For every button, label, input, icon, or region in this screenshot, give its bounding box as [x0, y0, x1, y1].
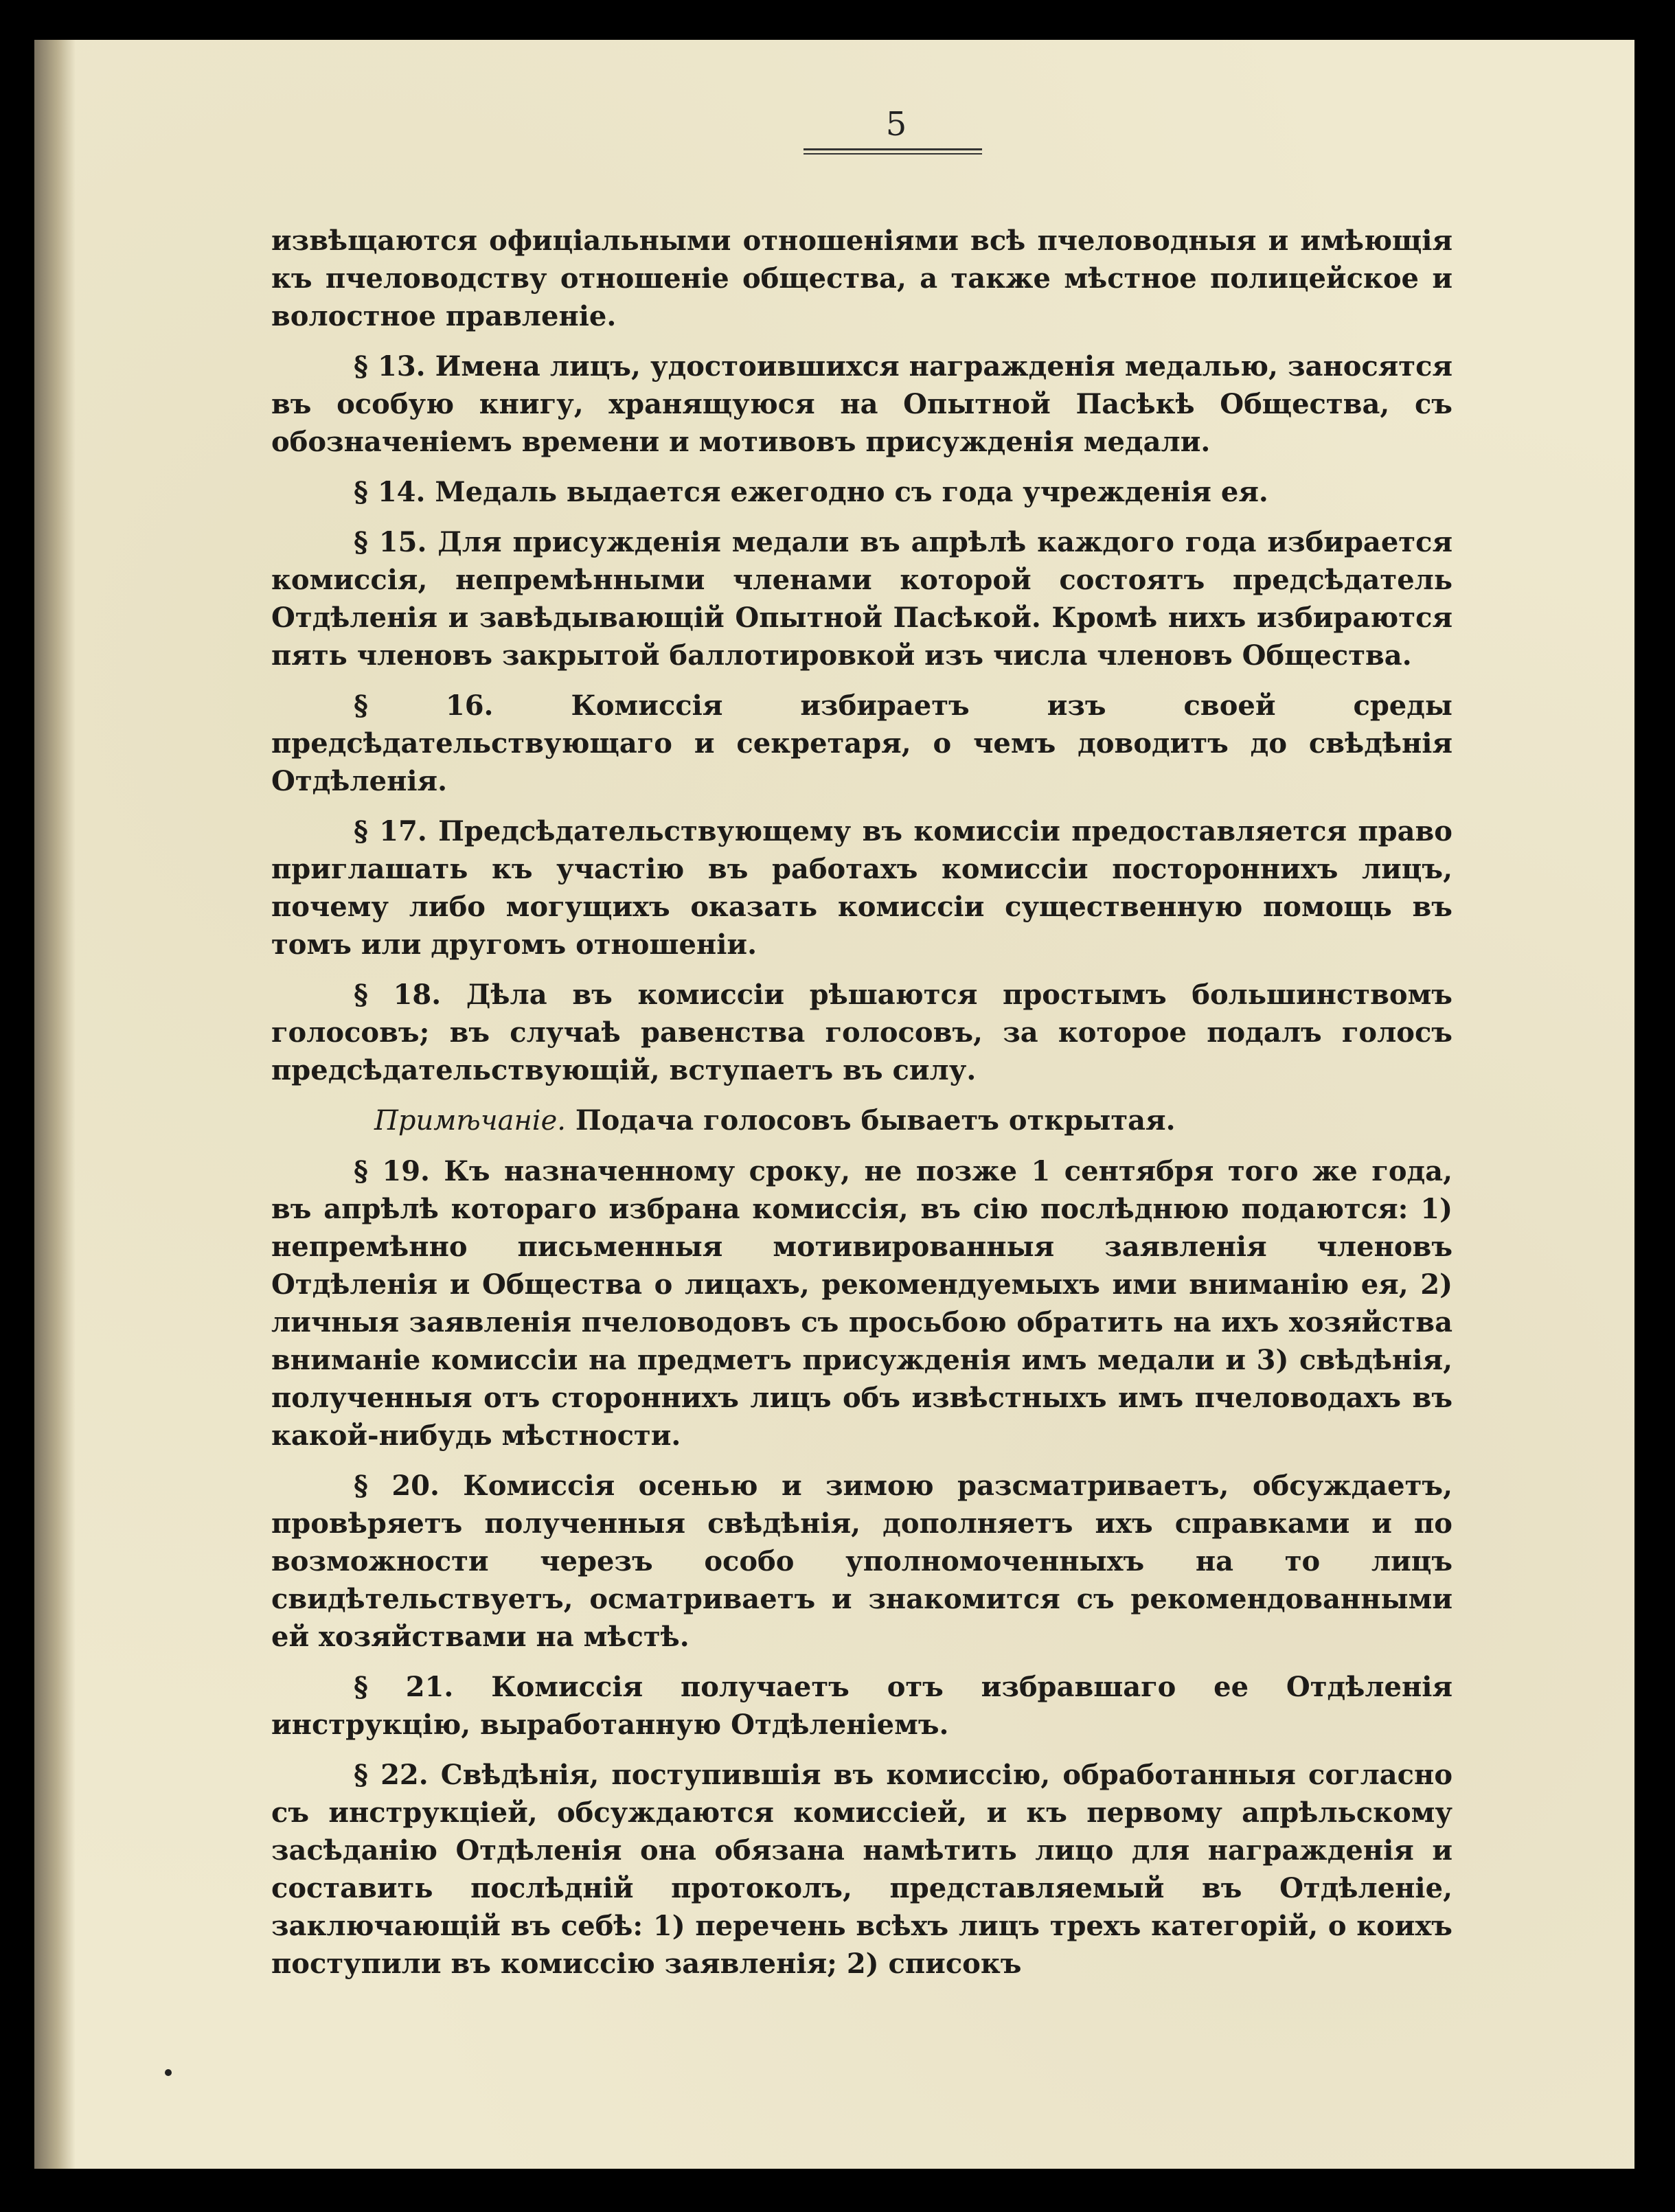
book-spine-shadow [34, 40, 76, 2169]
paragraph-section-22: § 22. Свѣдѣнія, поступившія въ комиссію, обработанныя согласно съ инструкціей, обсуждаются комиссіей, и къ первому апрѣльскому засѣданію Отдѣленія она обязана намѣтить лицо для награжденія и составить послѣдній протоколъ, представляемый въ Отдѣленіе, заключающій въ себѣ: 1) перечень всѣхъ лицъ трехъ категорій, о коихъ поступили въ комиссію заявленія; 2) списокъ [271, 1759, 1452, 1980]
page-text [271, 222, 1452, 1995]
book-page [34, 40, 1634, 2169]
note-text: Подача голосовъ бываетъ открытая. [575, 1104, 1176, 1137]
paragraph-section-13: § 13. Имена лицъ, удостоившихся награжденія медалью, заносятся въ особую книгу, хранящуюся на Опытной Пасѣкѣ Общества, съ обозначеніемъ времени и мотивовъ присужденія медали. [271, 350, 1452, 458]
paragraph-section-14: § 14. Медаль выдается ежегодно съ года учрежденія ея. [354, 476, 1268, 508]
paragraph-section-21: § 21. Комиссія получаетъ отъ избравшаго ее Отдѣленія инструкцію, выработанную Отдѣленіемъ. [271, 1671, 1452, 1741]
paragraph-section-15: § 15. Для присужденія медали въ апрѣлѣ каждого года избирается комиссія, непремѣнными членами которой состоятъ предсѣдатель Отдѣленія и завѣдывающій Опытной Пасѣкой. Кромѣ нихъ избираются пять членовъ закрытой баллотировкой изъ числа членовъ Общества. [271, 526, 1452, 672]
page-number: 5 [885, 105, 907, 144]
paragraph-section-18: § 18. Дѣла въ комиссіи рѣшаются простымъ большинствомъ голосовъ; въ случаѣ равенства голосовъ, за которое подалъ голосъ предсѣдательствующій, вступаетъ въ силу. [271, 979, 1452, 1086]
paragraph-section-16: § 16. Комиссія избираетъ изъ своей среды предсѣдательствующаго и секретаря, о чемъ доводитъ до свѣдѣнія Отдѣленія. [271, 689, 1452, 797]
paragraph-section-20: § 20. Комиссія осенью и зимою разсматриваетъ, обсуждаетъ, провѣряетъ полученныя свѣдѣнія, дополняетъ ихъ справками и по возможности черезъ особо уполномоченныхъ на то лицъ свидѣтельствуетъ, осматриваетъ и знакомится съ рекомендованными ей хозяйствами на мѣстѣ. [271, 1470, 1452, 1653]
paragraph-continued: извѣщаются офиціальными отношеніями всѣ пчеловодныя и имѣющія къ пчеловодству отношеніе общества, а также мѣстное полицейское и волостное правленіе. [271, 225, 1452, 332]
page-number-rule [804, 148, 982, 155]
paragraph-section-17: § 17. Предсѣдательствующему въ комиссіи предоставляется право приглашать къ участію въ работахъ комиссіи постороннихъ лицъ, почему либо могущихъ оказать комиссіи существенную помощь въ томъ или другомъ отношеніи. [271, 815, 1452, 961]
ink-speck [165, 2069, 172, 2076]
paragraph-section-19: § 19. Къ назначенному сроку, не позже 1 сентября того же года, въ апрѣлѣ котораго избрана комиссія, въ сію послѣднюю подаются: 1) непремѣнно письменныя мотивированныя заявленія членовъ Отдѣленія и Общества о лицахъ, рекомендуемыхъ ими вниманію ея, 2) личныя заявленія пчеловодовъ съ просьбою обратить на ихъ хозяйства вниманіе комиссіи на предметъ присужденія имъ медали и 3) свѣдѣнія, полученныя отъ стороннихъ лицъ объ извѣстныхъ имъ пчеловодахъ въ какой-нибудь мѣстности. [271, 1155, 1452, 1452]
note-label: Примѣчаніе. [374, 1105, 566, 1137]
note-paragraph [271, 1102, 1452, 1140]
